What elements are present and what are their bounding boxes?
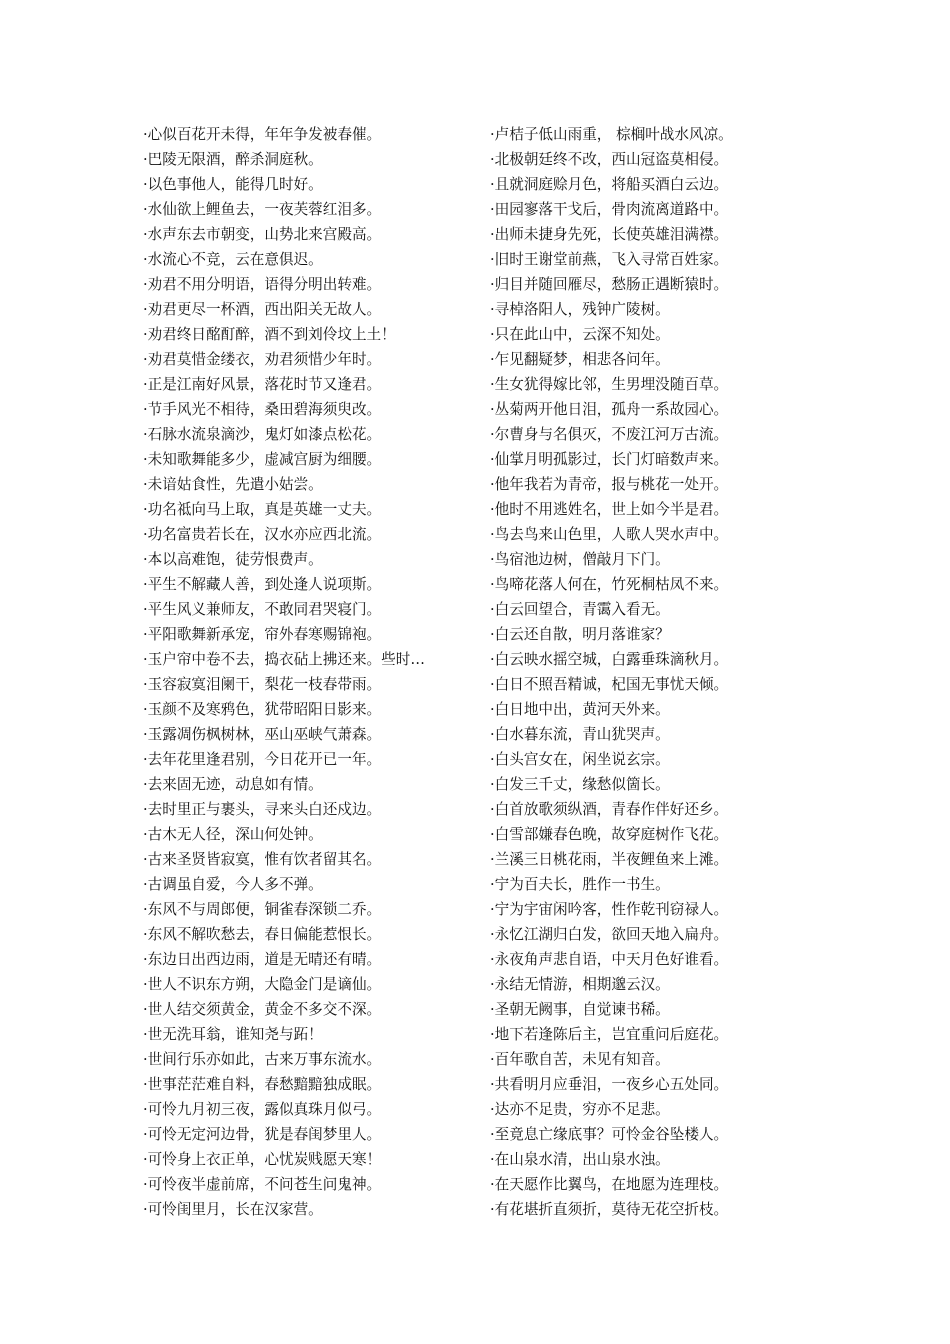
verse-line: ·可怜夜半虚前席，不问苍生问鬼神。 xyxy=(143,1176,382,1193)
verse-line: ·水仙欲上鲤鱼去，一夜芙蓉红泪多。 xyxy=(143,201,382,218)
verse-line: ·水声东去市朝变，山势北来宫殿高。 xyxy=(143,226,382,243)
right-verse-column xyxy=(490,122,780,1222)
verse-line: ·寻棹洛阳人，残钟广陵树。 xyxy=(490,301,670,318)
verse-line: ·宁为宇宙闲吟客，性作乾刊窃禄人。 xyxy=(490,901,729,918)
verse-line: ·节手风光不相待，桑田碧海须臾改。 xyxy=(143,401,382,418)
verse-line: ·在天愿作比翼鸟，在地愿为连理枝。 xyxy=(490,1176,729,1193)
verse-line: ·本以高难饱，徒劳恨费声。 xyxy=(143,551,323,568)
verse-line: ·古调虽自爱，今人多不弹。 xyxy=(143,876,323,893)
verse-line: ·正是江南好风景，落花时节又逢君。 xyxy=(143,376,382,393)
verse-line: ·鸟去鸟来山色里，人歌人哭水声中。 xyxy=(490,526,729,543)
verse-line: ·永结无情游，相期邈云汉。 xyxy=(490,976,670,993)
verse-line: ·生女犹得嫁比邻，生男埋没随百草。 xyxy=(490,376,729,393)
verse-line: ·以色事他人，能得几时好。 xyxy=(143,176,323,193)
verse-line: ·世事茫茫难自料，春愁黯黯独成眠。 xyxy=(143,1076,382,1093)
verse-line: ·世无洗耳翁，谁知尧与跖！ xyxy=(143,1026,323,1043)
verse-line: ·心似百花开未得，年年争发被春催。 xyxy=(143,126,382,143)
verse-line: ·玉户帘中卷不去，捣衣砧上拂还来。些时… xyxy=(143,651,425,668)
verse-line: ·可怜九月初三夜，露似真珠月似弓。 xyxy=(143,1101,382,1118)
verse-line: ·乍见翻疑梦，相悲各问年。 xyxy=(490,351,670,368)
verse-line: ·玉容寂寞泪阑干，梨花一枝春带雨。 xyxy=(143,676,382,693)
verse-line: ·玉颜不及寒鸦色，犹带昭阳日影来。 xyxy=(143,701,382,718)
verse-line: ·可怜无定河边骨，犹是春闺梦里人。 xyxy=(143,1126,382,1143)
verse-line: ·平生风义兼师友，不敢同君哭寝门。 xyxy=(143,601,382,618)
verse-line: ·白雪部嫌春色晚，故穿庭树作飞花。 xyxy=(490,826,729,843)
verse-line: ·仙掌月明孤影过，长门灯暗数声来。 xyxy=(490,451,729,468)
verse-line: ·劝君不用分明语，语得分明出转难。 xyxy=(143,276,382,293)
verse-line: ·去时里正与裹头，寻来头白还戍边。 xyxy=(143,801,382,818)
verse-line: ·尔曹身与名俱灭，不废江河万古流。 xyxy=(490,426,729,443)
verse-line: ·玉露凋伤枫树林，巫山巫峡气萧森。 xyxy=(143,726,382,743)
left-verse-column xyxy=(143,122,473,1222)
verse-line: ·白首放歌须纵酒，青春作伴好还乡。 xyxy=(490,801,729,818)
verse-line: ·世间行乐亦如此，古来万事东流水。 xyxy=(143,1051,382,1068)
verse-line: ·只在此山中，云深不知处。 xyxy=(490,326,670,343)
verse-line: ·巴陵无限酒，醉杀洞庭秋。 xyxy=(143,151,323,168)
verse-line: ·平生不解藏人善，到处逢人说项斯。 xyxy=(143,576,382,593)
verse-line: ·兰溪三日桃花雨，半夜鲤鱼来上滩。 xyxy=(490,851,729,868)
verse-line: ·白发三千丈，缘愁似箇长。 xyxy=(490,776,670,793)
verse-line: ·丛菊两开他日泪，孤舟一系故园心。 xyxy=(490,401,729,418)
verse-line: ·可怜闺里月，长在汉家营。 xyxy=(143,1201,323,1218)
verse-line: ·白云回望合，青霭入看无。 xyxy=(490,601,670,618)
verse-line: ·世人结交须黄金，黄金不多交不深。 xyxy=(143,1001,382,1018)
verse-line: ·古木无人径，深山何处钟。 xyxy=(143,826,323,843)
verse-line: ·白日不照吾精诚，杞国无事忧天倾。 xyxy=(490,676,729,693)
verse-line: ·圣朝无阙事，自觉谏书稀。 xyxy=(490,1001,670,1018)
verse-line: ·水流心不竞，云在意俱迟。 xyxy=(143,251,323,268)
verse-line: ·白水暮东流，青山犹哭声。 xyxy=(490,726,670,743)
verse-line: ·世人不识东方朔，大隐金门是谪仙。 xyxy=(143,976,382,993)
verse-line: ·至竟息亡缘底事？可怜金谷坠楼人。 xyxy=(490,1126,729,1143)
verse-line: ·东风不与周郎便，铜雀春深锁二乔。 xyxy=(143,901,382,918)
verse-line: ·卢桔子低山雨重， 棕榈叶战水风凉。 xyxy=(490,126,733,143)
verse-line: ·宁为百夫长，胜作一书生。 xyxy=(490,876,670,893)
verse-line: ·未谙姑食性，先遣小姑尝。 xyxy=(143,476,323,493)
verse-line: ·白云还自散，明月落谁家？ xyxy=(490,626,670,643)
verse-line: ·永忆江湖归白发，欲回天地入扁舟。 xyxy=(490,926,729,943)
verse-line: ·出师未捷身先死，长使英雄泪满襟。 xyxy=(490,226,729,243)
verse-line: ·归目并随回雁尽，愁肠正遇断猿时。 xyxy=(490,276,729,293)
verse-line: ·去年花里逢君别，今日花开已一年。 xyxy=(143,751,382,768)
verse-line: ·他时不用逃姓名，世上如今半是君。 xyxy=(490,501,729,518)
verse-line: ·鸟宿池边树，僧敲月下门。 xyxy=(490,551,670,568)
verse-line: ·未知歌舞能多少，虚减宫厨为细腰。 xyxy=(143,451,382,468)
verse-line: ·劝君终日酩酊醉，酒不到刘伶坟上土！ xyxy=(143,326,396,343)
verse-line: ·劝君莫惜金缕衣，劝君须惜少年时。 xyxy=(143,351,382,368)
verse-line: ·北极朝廷终不改，西山冠盗莫相侵。 xyxy=(490,151,729,168)
verse-line: ·且就洞庭赊月色，将船买酒白云边。 xyxy=(490,176,729,193)
verse-line: ·有花堪折直须折，莫待无花空折枝。 xyxy=(490,1201,729,1218)
verse-line: ·白头宫女在，闲坐说玄宗。 xyxy=(490,751,670,768)
verse-line: ·古来圣贤皆寂寞，惟有饮者留其名。 xyxy=(143,851,382,868)
verse-line: ·去来固无迹，动息如有情。 xyxy=(143,776,323,793)
verse-line: ·他年我若为青帝，报与桃花一处开。 xyxy=(490,476,729,493)
verse-line: ·百年歌自苦，未见有知音。 xyxy=(490,1051,670,1068)
verse-line: ·平阳歌舞新承宠，帘外春寒赐锦袍。 xyxy=(143,626,382,643)
verse-line: ·功名祗向马上取，真是英雄一丈夫。 xyxy=(143,501,382,518)
verse-line: ·白云映水摇空城，白露垂珠滴秋月。 xyxy=(490,651,729,668)
verse-line: ·石脉水流泉滴沙，鬼灯如漆点松花。 xyxy=(143,426,382,443)
verse-line: ·功名富贵若长在，汉水亦应西北流。 xyxy=(143,526,382,543)
verse-line: ·东边日出西边雨，道是无晴还有晴。 xyxy=(143,951,382,968)
verse-line: ·永夜角声悲自语，中天月色好谁看。 xyxy=(490,951,729,968)
verse-line: ·东风不解吹愁去，春日偏能惹恨长。 xyxy=(143,926,382,943)
verse-line: ·鸟啼花落人何在，竹死桐枯凤不来。 xyxy=(490,576,729,593)
verse-line: ·白日地中出，黄河天外来。 xyxy=(490,701,670,718)
verse-line: ·可怜身上衣正单，心忧炭贱愿天寒！ xyxy=(143,1151,382,1168)
verse-line: ·地下若逢陈后主，岂宜重问后庭花。 xyxy=(490,1026,729,1043)
verse-line: ·共看明月应垂泪，一夜乡心五处同。 xyxy=(490,1076,729,1093)
verse-line: ·在山泉水清，出山泉水浊。 xyxy=(490,1151,670,1168)
verse-line: ·劝君更尽一杯酒，西出阳关无故人。 xyxy=(143,301,382,318)
verse-line: ·田园寥落干戈后，骨肉流离道路中。 xyxy=(490,201,729,218)
verse-line: ·旧时王谢堂前燕，飞入寻常百姓家。 xyxy=(490,251,729,268)
verse-line: ·达亦不足贵，穷亦不足悲。 xyxy=(490,1101,670,1118)
